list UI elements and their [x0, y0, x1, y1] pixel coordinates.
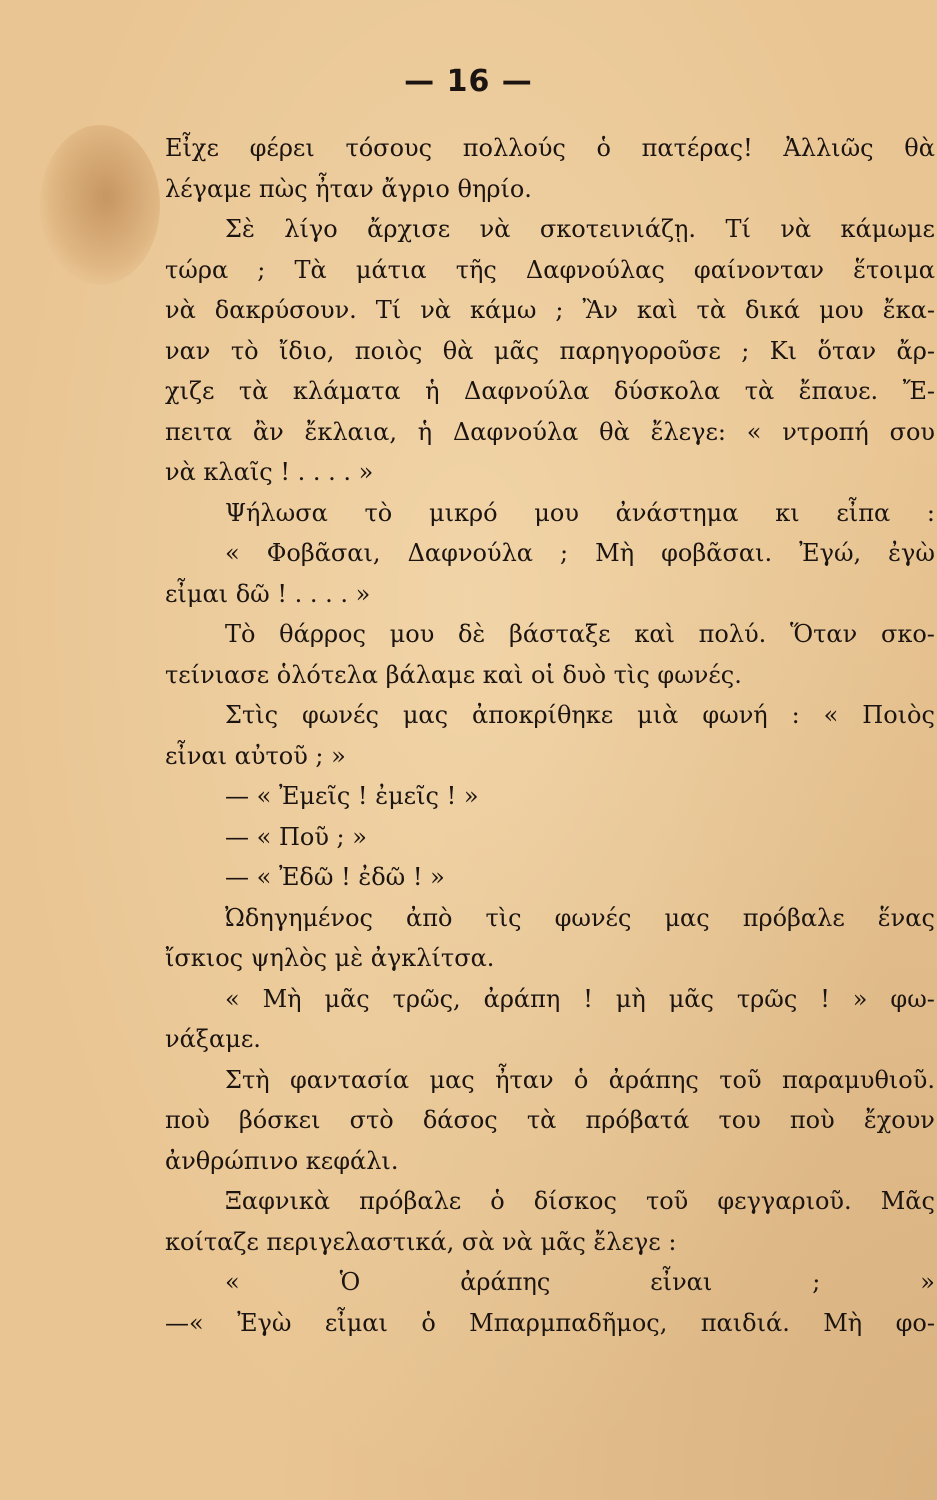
word: ὁ: [421, 1308, 436, 1337]
word: ἐγὼ: [888, 539, 935, 567]
word: ντροπή: [782, 417, 869, 446]
word: μου: [819, 296, 864, 324]
text-line: [165, 493, 935, 534]
word: ἕτοιμα: [853, 255, 935, 284]
word: Ὅταν: [790, 620, 858, 648]
word: καὶ: [634, 620, 675, 648]
word: παρηγοροῦσε: [559, 336, 721, 365]
text-line: [165, 1262, 935, 1303]
word: ἔκα-: [882, 296, 935, 324]
word: Ποιὸς: [862, 701, 935, 729]
word: φαντασία: [290, 1065, 410, 1094]
word: Τὰ: [294, 255, 327, 284]
word: τόσους: [345, 134, 433, 162]
word: πρόβατά: [585, 1106, 690, 1134]
word: τρῶς: [736, 984, 798, 1013]
word: μὴ: [615, 984, 646, 1013]
word: ἴδιο,: [279, 336, 335, 365]
word: κάμωμε: [840, 215, 935, 243]
word: φαίνονταν: [693, 255, 825, 284]
paper-stain: [40, 125, 160, 285]
text-line: [165, 331, 935, 372]
word: Κι: [769, 336, 798, 365]
word: τὰ: [238, 377, 269, 405]
word: ἔπαυε.: [798, 377, 879, 405]
word: Μᾶς: [880, 1187, 935, 1215]
word: στὸ: [349, 1106, 394, 1134]
word: βόσκει: [238, 1106, 321, 1134]
text-line: εἶναι αὐτοῦ ; »: [165, 741, 346, 770]
word: τὰ: [526, 1106, 557, 1134]
word: ποὺ: [789, 1106, 835, 1134]
word: φωνές: [554, 903, 632, 932]
word: ἂν: [252, 417, 284, 446]
word: βάσταξε: [509, 620, 611, 648]
word: Μὴ: [262, 984, 302, 1013]
word: Ὠδηγημένος: [225, 903, 373, 932]
word: ἀνάστημα: [615, 498, 739, 527]
word: παραμυθιοῦ.: [781, 1065, 935, 1094]
word: θὰ: [904, 134, 935, 162]
word: πολλούς: [462, 134, 566, 162]
word: ὁ: [490, 1187, 505, 1215]
word: ὁ: [573, 1065, 589, 1094]
word: τοῦ: [719, 1065, 762, 1094]
word: ;: [555, 296, 564, 324]
word: φο-: [895, 1308, 935, 1337]
word: δακρύσουν.: [214, 296, 357, 324]
word: ἀράπης: [608, 1065, 699, 1094]
text-line: [165, 1100, 935, 1141]
text-line: νάξαμε.: [165, 1025, 261, 1053]
word: Ἀλλιῶς: [783, 134, 874, 162]
text-line: — « Ποῦ ; »: [225, 822, 367, 851]
word: θάρρος: [279, 620, 366, 648]
word: φω-: [890, 984, 935, 1013]
word: ἀποκρίθηκε: [472, 701, 614, 729]
word: νὰ: [479, 215, 511, 243]
word: Ἐγὼ: [237, 1308, 292, 1337]
word: ἀράπης: [460, 1268, 551, 1296]
word: τοῦ: [645, 1187, 689, 1215]
word: εἶμαι: [324, 1308, 388, 1337]
word: Ξαφνικὰ: [225, 1187, 331, 1215]
word: Στὴ: [225, 1065, 270, 1094]
text-line: [165, 250, 935, 291]
word: πατέρας!: [641, 134, 753, 162]
word: του: [718, 1106, 761, 1134]
text-line: [165, 695, 935, 736]
text-line: [165, 533, 935, 574]
text-line: [165, 1303, 935, 1344]
word: πρόβαλε: [359, 1187, 462, 1215]
text-line: [165, 128, 935, 169]
word: Ἐγώ,: [799, 539, 862, 567]
word: Δαφνούλας: [525, 255, 665, 284]
word: τὸ: [230, 336, 259, 365]
word: :: [926, 498, 935, 527]
word: τὰ: [696, 296, 727, 324]
word: μου: [534, 498, 579, 527]
word: Ἂν: [582, 296, 618, 324]
word: τὶς: [485, 903, 522, 932]
word: θὰ: [599, 417, 630, 446]
word: ;: [560, 539, 569, 567]
word: μας: [402, 701, 449, 729]
word: θὰ: [442, 336, 474, 365]
word: Μπαρμπαδῆμος,: [469, 1308, 668, 1337]
word: Σὲ: [225, 215, 255, 243]
word: ;: [812, 1268, 821, 1296]
word: ἕνας: [877, 903, 935, 932]
word: ἔχουν: [863, 1106, 935, 1134]
text-line: — « Ἐδῶ ! ἐδῶ ! »: [225, 863, 445, 891]
word: !: [820, 984, 830, 1013]
word: δικά: [745, 296, 801, 324]
word: Δαφνούλα: [407, 539, 533, 567]
text-line: [165, 1181, 935, 1222]
word: τώρα: [165, 255, 229, 284]
word: μας: [429, 1065, 475, 1094]
text-line: [165, 371, 935, 412]
word: «: [225, 984, 240, 1013]
word: τῆς: [455, 255, 497, 284]
word: ὅταν: [817, 336, 877, 365]
text-line: κοίταζε περιγελαστικά, σὰ νὰ μᾶς ἔλεγε :: [165, 1227, 677, 1256]
text-line: ἀνθρώπινο κεφάλι.: [165, 1146, 399, 1175]
word: Τί: [725, 215, 751, 243]
word: »: [852, 984, 868, 1013]
text-line: — « Ἐμεῖς ! ἐμεῖς ! »: [225, 782, 479, 810]
word: ἔλεγε:: [650, 417, 726, 446]
word: μᾶς: [324, 984, 370, 1013]
word: μου: [389, 620, 435, 648]
word: ποιὸς: [354, 336, 423, 365]
word: δύσκολα: [613, 377, 721, 405]
body-text: [165, 128, 935, 1343]
word: :: [791, 701, 800, 729]
text-line: [165, 290, 935, 331]
word: Ἔ-: [902, 377, 935, 405]
word: κι: [775, 498, 800, 527]
word: νὰ: [165, 296, 196, 324]
word: πειτα: [165, 417, 233, 446]
word: φεγγαριοῦ.: [717, 1187, 852, 1215]
text-line: [165, 979, 935, 1020]
word: δίσκος: [533, 1187, 617, 1215]
word: δάσος: [422, 1106, 498, 1134]
word: Τὸ: [225, 620, 256, 648]
word: φωνή: [702, 701, 768, 729]
word: χιζε: [165, 377, 215, 405]
text-line: λέγαμε πὼς ἦταν ἄγριο θηρίο.: [165, 174, 532, 203]
word: Μὴ: [595, 539, 635, 567]
word: ;: [741, 336, 750, 365]
word: μᾶς: [668, 984, 714, 1013]
word: εἶναι: [650, 1268, 713, 1296]
word: »: [920, 1268, 935, 1296]
text-line: [165, 412, 935, 453]
word: !: [583, 984, 593, 1013]
text-line: τείνιασε ὁλότελα βάλαμε καὶ οἱ δυὸ τὶς φωνές.: [165, 660, 742, 689]
word: ἄρ-: [896, 336, 935, 365]
word: κάμω: [470, 296, 537, 324]
word: «: [225, 1268, 240, 1296]
word: νὰ: [420, 296, 452, 324]
word: ἀπὸ: [405, 903, 453, 932]
word: Ὁ: [339, 1268, 361, 1296]
word: ποὺ: [165, 1106, 210, 1134]
word: κλάματα: [292, 377, 401, 405]
word: λίγο: [284, 215, 338, 243]
word: «: [823, 701, 839, 729]
word: πρόβαλε: [742, 903, 845, 932]
word: —«: [165, 1308, 204, 1337]
word: Μὴ: [823, 1308, 863, 1337]
word: μάτια: [355, 255, 427, 284]
word: Δαφνούλα: [464, 377, 590, 405]
word: ὁ: [596, 134, 611, 162]
text-line: [165, 898, 935, 939]
text-line: ἴσκιος ψηλὸς μὲ ἀγκλίτσα.: [165, 944, 495, 972]
word: ἀράπη: [483, 984, 561, 1013]
word: φέρει: [249, 134, 315, 162]
text-line: [165, 1060, 935, 1101]
word: ἡ: [417, 417, 433, 446]
word: ἔκλαια,: [304, 417, 398, 446]
word: Φοβᾶσαι,: [266, 539, 381, 567]
word: ἦταν: [495, 1065, 554, 1094]
text-line: [165, 614, 935, 655]
word: σκοτεινιάζῃ.: [539, 215, 697, 243]
text-line: νὰ κλαῖς ! . . . . »: [165, 458, 374, 486]
word: ναν: [165, 336, 211, 365]
word: μας: [664, 903, 710, 932]
word: Ψήλωσα: [225, 498, 328, 527]
word: τὰ: [744, 377, 775, 405]
word: τὸ: [364, 498, 393, 527]
word: καὶ: [636, 296, 678, 324]
word: ἄρχισε: [367, 215, 451, 243]
word: νὰ: [780, 215, 812, 243]
word: Δαφνούλα: [452, 417, 579, 446]
word: ;: [257, 255, 266, 284]
word: «: [746, 417, 762, 446]
word: εἶπα: [836, 498, 891, 527]
word: Εἶχε: [165, 134, 219, 162]
word: Τί: [375, 296, 402, 324]
page-number: — 16 —: [404, 64, 533, 99]
word: φοβᾶσαι.: [661, 539, 773, 567]
word: σου: [889, 417, 935, 446]
text-line: [165, 209, 935, 250]
word: «: [225, 539, 240, 567]
word: τρῶς,: [392, 984, 461, 1013]
word: παιδιά.: [700, 1308, 790, 1337]
word: μιὰ: [637, 701, 679, 729]
text-line: εἶμαι δῶ ! . . . . »: [165, 579, 371, 608]
word: φωνές: [302, 701, 379, 729]
word: ἡ: [425, 377, 440, 405]
word: Στὶς: [225, 701, 279, 729]
word: πολύ.: [698, 620, 767, 648]
word: σκο-: [880, 620, 935, 648]
word: δὲ: [457, 620, 486, 648]
word: μικρό: [428, 498, 498, 527]
word: μᾶς: [493, 336, 540, 365]
